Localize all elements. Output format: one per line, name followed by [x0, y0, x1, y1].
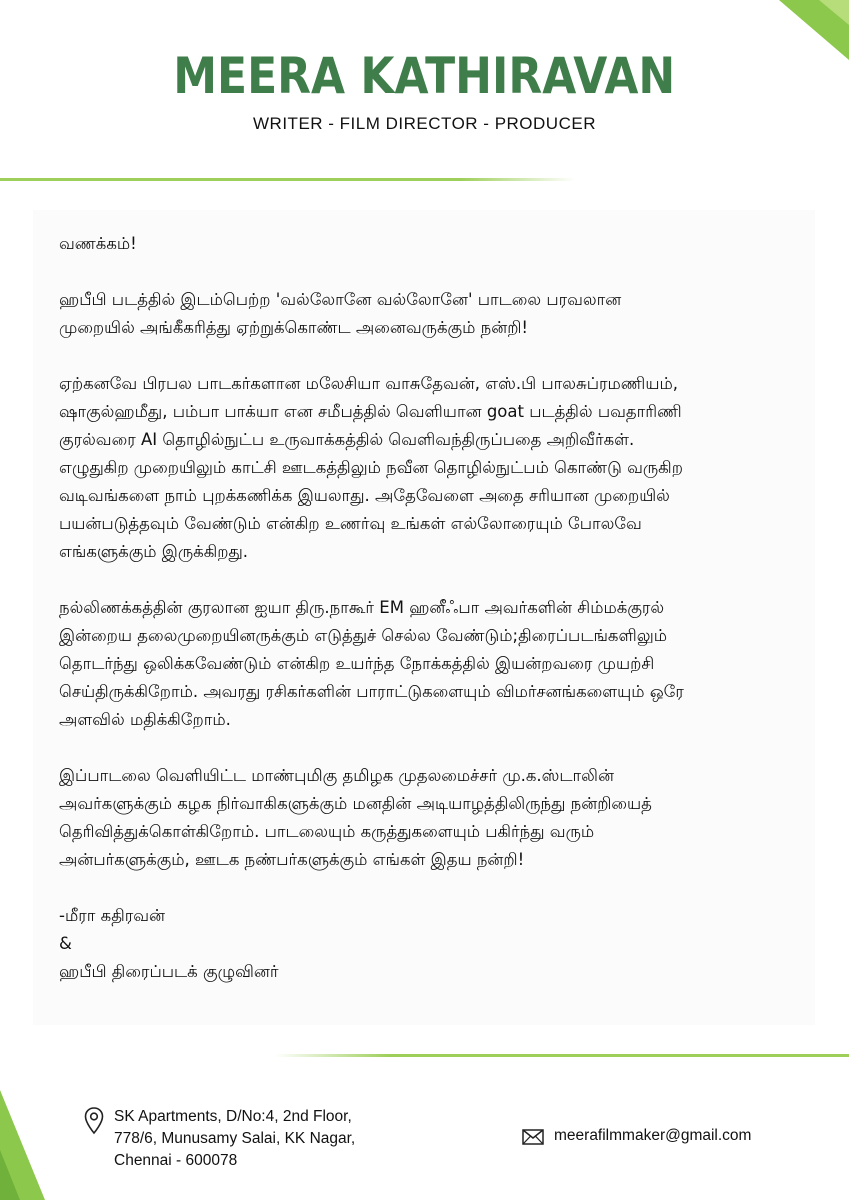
paragraph-line: ஏற்கனவே பிரபல பாடகர்களான மலேசியா வாசுதேவன், எஸ்.பி பாலசுப்ரமணியம், — [59, 374, 679, 393]
letterhead — [0, 44, 849, 134]
paragraph-line: எழுதுகிற முறையிலும் காட்சி ஊடகத்திலும் நவீன தொழில்நுட்பம் கொண்டு வருகிற — [59, 458, 683, 477]
address-line: Chennai - 600078 — [114, 1152, 238, 1169]
bottom-divider — [275, 1054, 849, 1057]
paragraph-line: வடிவங்களை நாம் புறக்கணிக்க இயலாது. அதேவேளை அதை சரியான முறையில் — [59, 486, 670, 505]
paragraph-line: குரல்வரை AI தொழில்நுட்ப உருவாக்கத்தில் வெளிவந்திருப்பதை அறிவீர்கள். — [59, 430, 635, 449]
paragraph-line: செய்திருக்கிறோம். அவரது ரசிகர்களின் பாராட்டுகளையும் விமர்சனங்களையும் ஒரே — [59, 682, 684, 701]
paragraph-4 — [59, 762, 815, 874]
signature-ampersand: & — [59, 934, 72, 953]
signature-block — [59, 902, 815, 986]
corner-decoration-bottom-left — [0, 1090, 60, 1200]
signature-team: ஹபீபி திரைப்படக் குழுவினர் — [59, 962, 279, 981]
paragraph-line: இன்றைய தலைமுறையினருக்கும் எடுத்துச் செல்ல வேண்டும்;திரைப்படங்களிலும் — [59, 626, 667, 645]
paragraph-line: ஷாகுல்ஹமீது, பம்பா பாக்யா என சமீபத்தில் வெளியான goat படத்தில் பவதாரிணி — [59, 402, 682, 421]
address-text — [114, 1106, 414, 1172]
address-line: 778/6, Munusamy Salai, KK Nagar, — [114, 1130, 356, 1147]
paragraph-line: இப்பாடலை வெளியிட்ட மாண்புமிகு தமிழக முதலமைச்சர் மு.க.ஸ்டாலின் — [59, 766, 614, 785]
address-line: SK Apartments, D/No:4, 2nd Floor, — [114, 1108, 352, 1125]
paragraph-line: அன்பர்களுக்கும், ஊடக நண்பர்களுக்கும் எங்கள் இதய நன்றி! — [59, 850, 525, 869]
paragraph-line: ஹபீபி படத்தில் இடம்பெற்ற 'வல்லோனே வல்லோனே' பாடலை பரவலான — [59, 290, 622, 309]
top-divider — [0, 178, 575, 181]
paragraph-line: முறையில் அங்கீகரித்து ஏற்றுக்கொண்ட அனைவருக்கும் நன்றி! — [59, 318, 529, 337]
signature-name: -மீரா கதிரவன் — [59, 906, 166, 925]
greeting: வணக்கம்! — [59, 234, 137, 253]
paragraph-line: பயன்படுத்தவும் வேண்டும் என்கிற உணர்வு உங்கள் எல்லோரையும் போலவே — [59, 514, 642, 533]
email-link[interactable]: meerafilmmaker@gmail.com — [554, 1127, 752, 1144]
paragraph-line: எங்களுக்கும் இருக்கிறது. — [59, 542, 249, 561]
paragraph-line: அவர்களுக்கும் கழக நிர்வாகிகளுக்கும் மனதின் அடியாழத்திலிருந்து நன்றியைத் — [59, 794, 652, 813]
location-pin-icon — [84, 1107, 104, 1135]
paragraph-1 — [59, 286, 815, 342]
author-name: MEERA KATHIRAVAN — [173, 47, 676, 105]
mail-icon — [522, 1129, 544, 1145]
paragraph-line: அளவில் மதிக்கிறோம். — [59, 710, 231, 729]
paragraph-2 — [59, 370, 815, 566]
author-roles: WRITER - FILM DIRECTOR - PRODUCER — [253, 114, 596, 133]
paragraph-line: நல்லிணக்கத்தின் குரலான ஐயா திரு.நாகூர் EM ஹனீஃபா அவர்களின் சிம்மக்குரல் — [59, 598, 665, 617]
paragraph-line: தெரிவித்துக்கொள்கிறோம். பாடலையும் கருத்துகளையும் பகிர்ந்து வரும் — [59, 822, 595, 841]
paragraph-line: தொடர்ந்து ஒலிக்கவேண்டும் என்கிற உயர்ந்த நோக்கத்தில் இயன்றவரை முயற்சி — [59, 654, 655, 673]
paragraph-3 — [59, 594, 815, 734]
letter-body — [33, 210, 815, 1025]
